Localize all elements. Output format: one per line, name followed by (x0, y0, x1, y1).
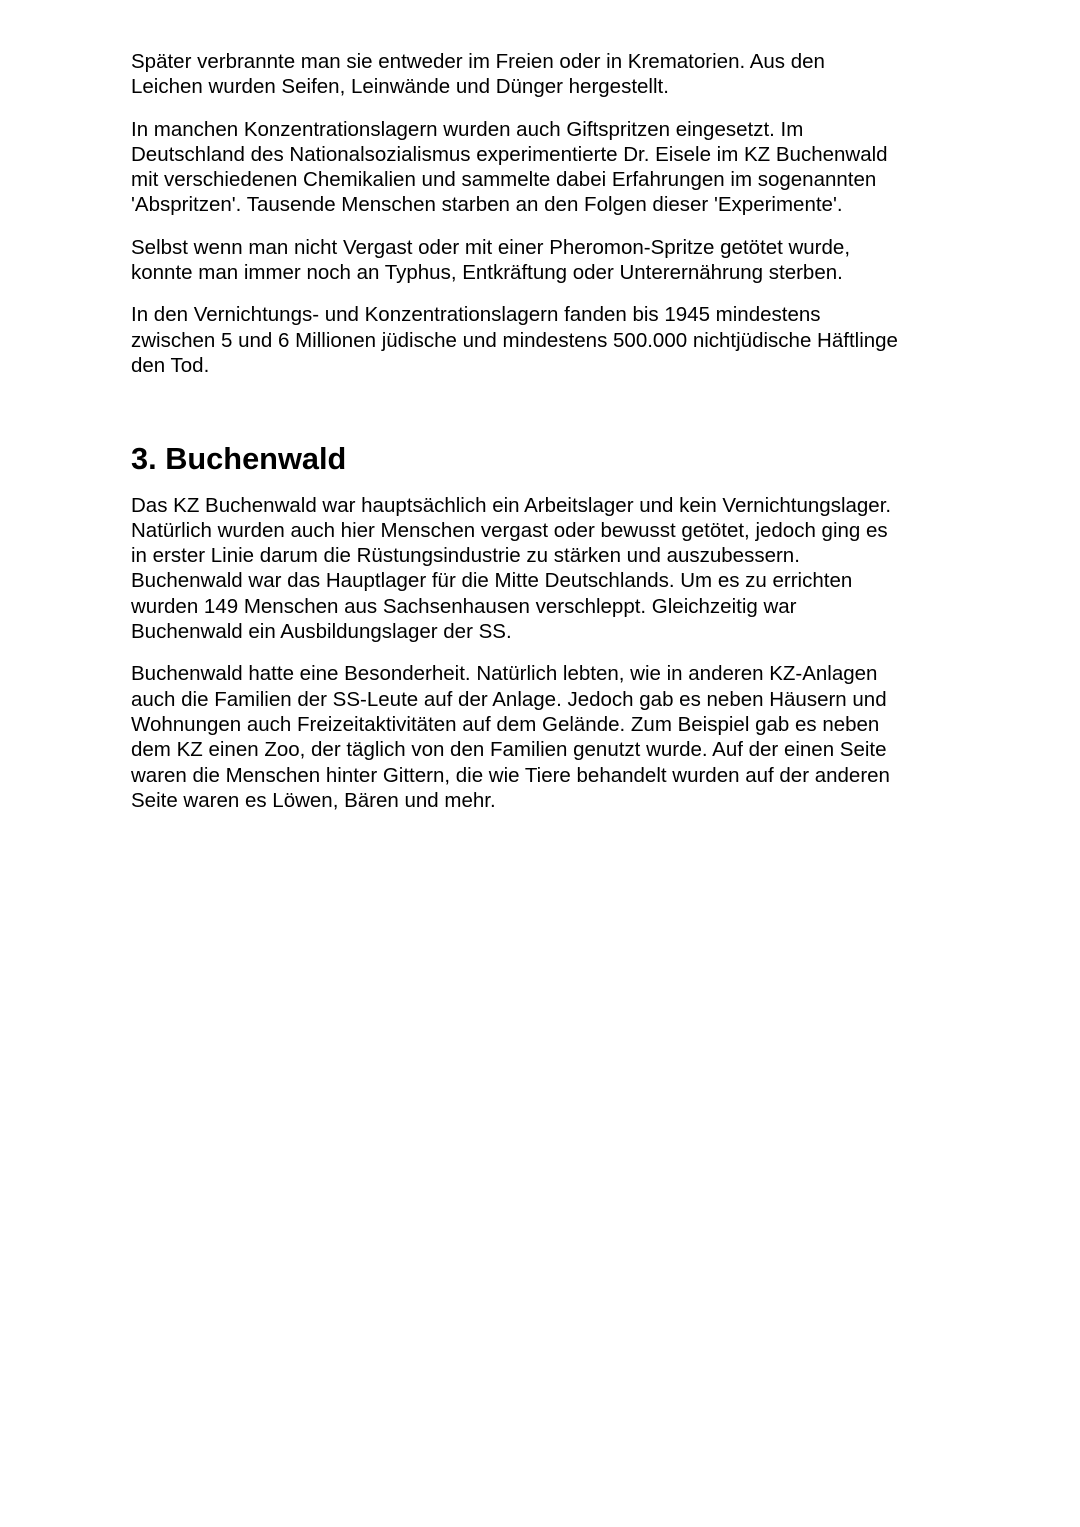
paragraph-buchenwald-overview: Das KZ Buchenwald war hauptsächlich ein Arbeitslager und kein Vernichtungslager. Natürlich wurden auch hier Menschen vergast oder bewusst getötet, jedoch ging es in erster Linie darum die Rüstungsindustrie zu stärken und auszubessern. Buchenwald war das Hauptlager für die Mitte Deutschlands. Um es zu errichten wurden 149 Menschen aus Sachsenhausen verschleppt. Gleichzeitig war Buchenwald ein Ausbildungslager der SS. (131, 493, 892, 644)
paragraph-cremation: Später verbrannte man sie entweder im Freien oder in Krematorien. Aus den Leichen wurden Seifen, Leinwände und Dünger hergestellt. (131, 50, 825, 99)
paragraph-other-causes: Selbst wenn man nicht Vergast oder mit einer Pheromon-Spritze getötet wurde, konnte man immer noch an Typhus, Entkräftung oder Unterernährung sterben. (131, 235, 851, 285)
paragraph-buchenwald-peculiarity: Buchenwald hatte eine Besonderheit. Natürlich lebten, wie in anderen KZ-Anlagen auch die Familien der SS-Leute auf der Anlage. Jedoch gab es neben Häusern und Wohnungen auch Freizeitaktivitäten auf dem Gelände. Zum Beispiel gab es neben dem KZ einen Zoo, der täglich von den Familien genutzt wurde. Auf der einen Seite waren die Menschen hinter Gittern, die wie Tiere behandelt wurden auf der anderen Seite waren es Löwen, Bären und mehr. (131, 662, 890, 812)
paragraph-death-toll: In den Vernichtungs- und Konzentrationslagern fanden bis 1945 mindestens zwischen 5 und 6 Millionen jüdische und mindestens 500.000 nichtjüdische Häftlinge den Tod. (131, 303, 898, 377)
document-page (131, 49, 961, 830)
section-heading: 3. Buchenwald (131, 441, 347, 477)
paragraph-injections: In manchen Konzentrationslagern wurden auch Giftspritzen eingesetzt. Im Deutschland des Nationalsozialismus experimentierte Dr. Eisele im KZ Buchenwald mit verschiedenen Chemikalien und sammelte dabei Erfahrungen im sogenannten 'Abspritzen'. Tausende Menschen starben an den Folgen dieser 'Experimente'. (131, 117, 888, 217)
